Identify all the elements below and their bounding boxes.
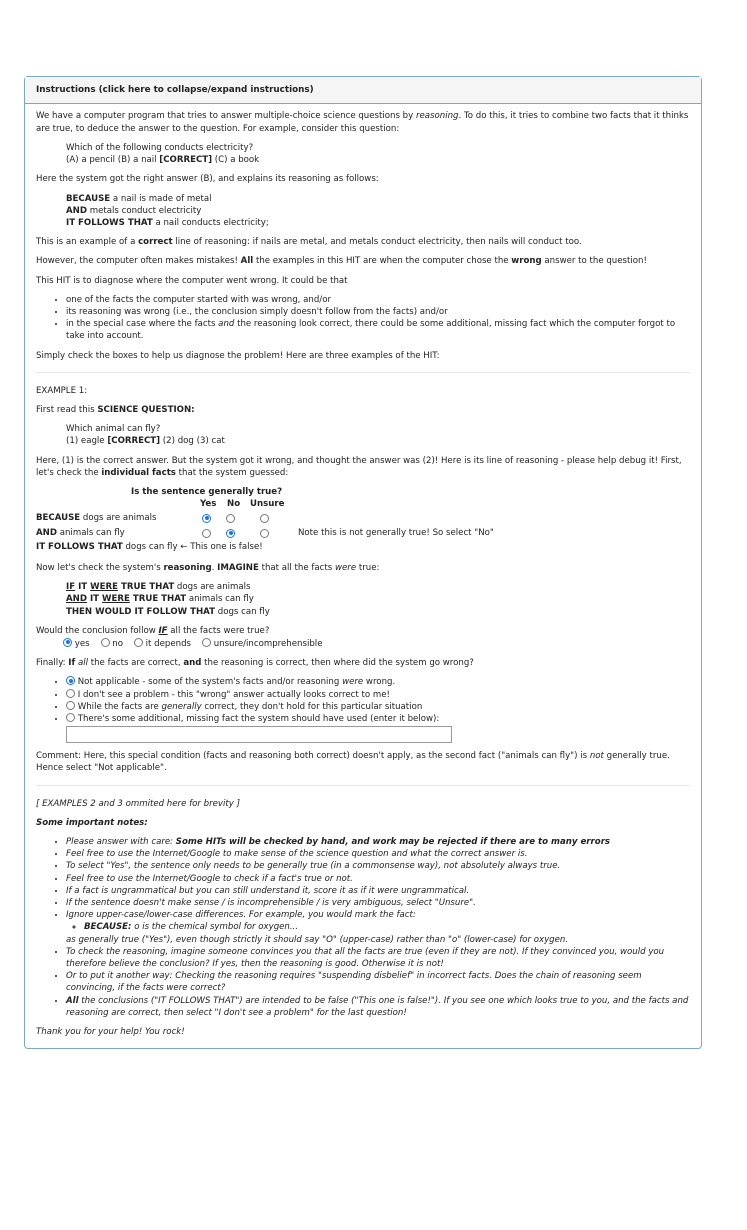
example-title: EXAMPLE 1: xyxy=(36,385,88,396)
here-paragraph: Here, (1) is the correct answer. But the system got it wrong, and thought the answer was (2)! Here is its line of reasoning - please help debug it! First, let's check the individual facts that the system guessed: xyxy=(36,455,682,478)
correct-explanation: This is an example of a correct line of reasoning: if nails are metal, and metals conduct electricity, then nails will conduct too. xyxy=(36,237,582,248)
final-missing-fact-radio[interactable] xyxy=(66,713,75,722)
notes-title: Some important notes: xyxy=(36,817,148,828)
imagine-block: IF IT WERE TRUE THAT dogs are animals AND IT WERE TRUE THAT animals can fly THEN WOULD IT FOLLOW THAT dogs can fly xyxy=(66,582,270,617)
col-no: No xyxy=(227,498,241,509)
comment-paragraph: Comment: Here, this special condition (facts and reasoning both correct) doesn't apply, as the second fact ("animals can fly") is not generally true. Hence select "Not applicable". xyxy=(36,751,670,774)
list-item: ◦ BECAUSE: o is the chemical symbol for oxygen... xyxy=(84,921,690,933)
list-item: • To check the reasoning, imagine someone convinces you that all the facts are true (even if they are not). If they convinced you, would you therefore believe the conclusion? If yes, then the reasoning is good. Otherwise it is not! xyxy=(66,946,690,970)
example-question: Which of the following conducts electricity? (A) a pencil (B) a nail [CORRECT] (C) a book xyxy=(66,142,260,166)
notes-list xyxy=(36,836,690,1019)
follow-unsure-radio[interactable] xyxy=(202,638,211,647)
final-na-radio[interactable] xyxy=(66,676,75,685)
grid-title: Is the sentence generally true? xyxy=(131,486,283,497)
list-item: • Feel free to use the Internet/Google to make sense of the science question and what the correct answer is. xyxy=(66,848,690,860)
col-yes: Yes xyxy=(200,498,217,509)
facts-grid xyxy=(36,486,690,562)
list-item: • Feel free to use the Internet/Google to check if a fact's true or not. xyxy=(66,873,690,885)
list-item: • Please answer with care: Some HITs will be checked by hand, and work may be rejected if there are to many errors xyxy=(66,836,690,848)
fact1-unsure-radio[interactable] xyxy=(260,514,269,523)
example-reasoning: BECAUSE a nail is made of metal AND metals conduct electricity IT FOLLOWS THAT a nail conducts electricity; xyxy=(66,193,269,228)
would-question: Would the conclusion follow IF all the facts were true? xyxy=(36,625,270,636)
missing-fact-input[interactable] xyxy=(66,726,452,743)
mistakes-paragraph: However, the computer often makes mistakes! All the examples in this HIT are when the computer chose the wrong answer to the question! xyxy=(36,256,647,267)
list-item: • Or to put it another way: Checking the reasoning requires "suspending disbelief" in incorrect facts. Does the chain of reasoning seem convincing, if the facts were correct? xyxy=(66,970,690,994)
fact2-yes-radio[interactable] xyxy=(202,529,211,538)
list-item: • If a fact is ungrammatical but you can still understand it, score it as if it were ungrammatical. xyxy=(66,885,690,897)
fact2-no-radio[interactable] xyxy=(226,529,235,538)
final-situation-radio[interactable] xyxy=(66,701,75,710)
fact-row-2: AND animals can fly xyxy=(36,527,125,538)
fact1-no-radio[interactable] xyxy=(226,514,235,523)
list-item: • While the facts are generally correct, they don't hold for this particular situation xyxy=(66,701,690,713)
follow-depends-radio[interactable] xyxy=(134,638,143,647)
thanks-line: Thank you for your help! You rock! xyxy=(36,1027,185,1038)
fact2-unsure-radio[interactable] xyxy=(260,529,269,538)
list-item: • To select "Yes", the sentence only needs to be generally true (in a commonsense way), not absolutely always true. xyxy=(66,860,690,872)
instructions-body xyxy=(25,104,701,1048)
read-question: First read this SCIENCE QUESTION: xyxy=(36,404,195,415)
instructions-panel xyxy=(24,76,702,1049)
sub-list xyxy=(66,921,690,933)
list-item: • in the special case where the facts and the reasoning look correct, there could be some additional, missing fact which the computer forgot to take into account. xyxy=(66,318,690,342)
diagnose-list xyxy=(36,294,690,343)
final-options xyxy=(36,676,690,743)
fact-row-1: BECAUSE dogs are animals xyxy=(36,512,157,523)
instructions-toggle[interactable]: Instructions (click here to collapse/expand instructions) xyxy=(25,77,701,104)
list-item: • Ignore upper-case/lower-case differences. For example, you would mark the fact: ◦ BECAUSE: o is the chemical symbol for oxygen... as generally true ("Yes"), even though strictly it should say "O" (upper-case) rather than "o" (lower-case) for oxygen. xyxy=(66,909,690,946)
science-question: Which animal can fly? (1) eagle [CORRECT] (2) dog (3) cat xyxy=(66,424,225,447)
fact-row-3: IT FOLLOWS THAT dogs can fly ← This one is false! xyxy=(36,541,263,552)
intro-paragraph: We have a computer program that tries to answer multiple-choice science questions by reasoning. To do this, it tries to combine two facts that it thinks are true, to deduce the answer to the question. For example, consider this question: xyxy=(36,111,689,134)
list-item: • its reasoning was wrong (i.e., the conclusion simply doesn't follow from the facts) and/or xyxy=(66,306,690,318)
follow-no-radio[interactable] xyxy=(101,638,110,647)
fact1-yes-radio[interactable] xyxy=(202,514,211,523)
list-item: • one of the facts the computer started with was wrong, and/or xyxy=(66,294,690,306)
list-item: • There's some additional, missing fact the system should have used (enter it below): xyxy=(66,713,690,743)
divider xyxy=(36,372,690,373)
now-paragraph: Now let's check the system's reasoning. IMAGINE that all the facts were true: xyxy=(36,562,380,573)
check-boxes-paragraph: Simply check the boxes to help us diagnose the problem! Here are three examples of the HIT: xyxy=(36,350,440,361)
fact2-note: Note this is not generally true! So select "No" xyxy=(298,527,494,538)
list-item: • I don't see a problem - this "wrong" answer actually looks correct to me! xyxy=(66,689,690,701)
diagnose-paragraph: This HIT is to diagnose where the computer went wrong. It could be that xyxy=(36,275,348,286)
list-item: • If the sentence doesn't make sense / is incomprehensible / is very ambiguous, select "Unsure". xyxy=(66,897,690,909)
reasoning-intro: Here the system got the right answer (B), and explains its reasoning as follows: xyxy=(36,174,379,185)
follow-options: yes no it depends unsure/incomprehensible xyxy=(63,638,690,650)
omitted-note: [ EXAMPLES 2 and 3 ommited here for brevity ] xyxy=(36,798,240,809)
divider xyxy=(36,785,690,786)
list-item: • Not applicable - some of the system's facts and/or reasoning were wrong. xyxy=(66,676,690,688)
final-no-problem-radio[interactable] xyxy=(66,689,75,698)
finally-question: Finally: If all the facts are correct, and the reasoning is correct, then where did the system go wrong? xyxy=(36,658,474,669)
list-item: • All the conclusions ("IT FOLLOWS THAT") are intended to be false ("This one is false!"). If you see one which looks true to you, and the facts and reasoning are correct, then select "I don't see a problem" for the last question! xyxy=(66,995,690,1019)
col-unsure: Unsure xyxy=(250,498,285,509)
follow-yes-radio[interactable] xyxy=(63,638,72,647)
